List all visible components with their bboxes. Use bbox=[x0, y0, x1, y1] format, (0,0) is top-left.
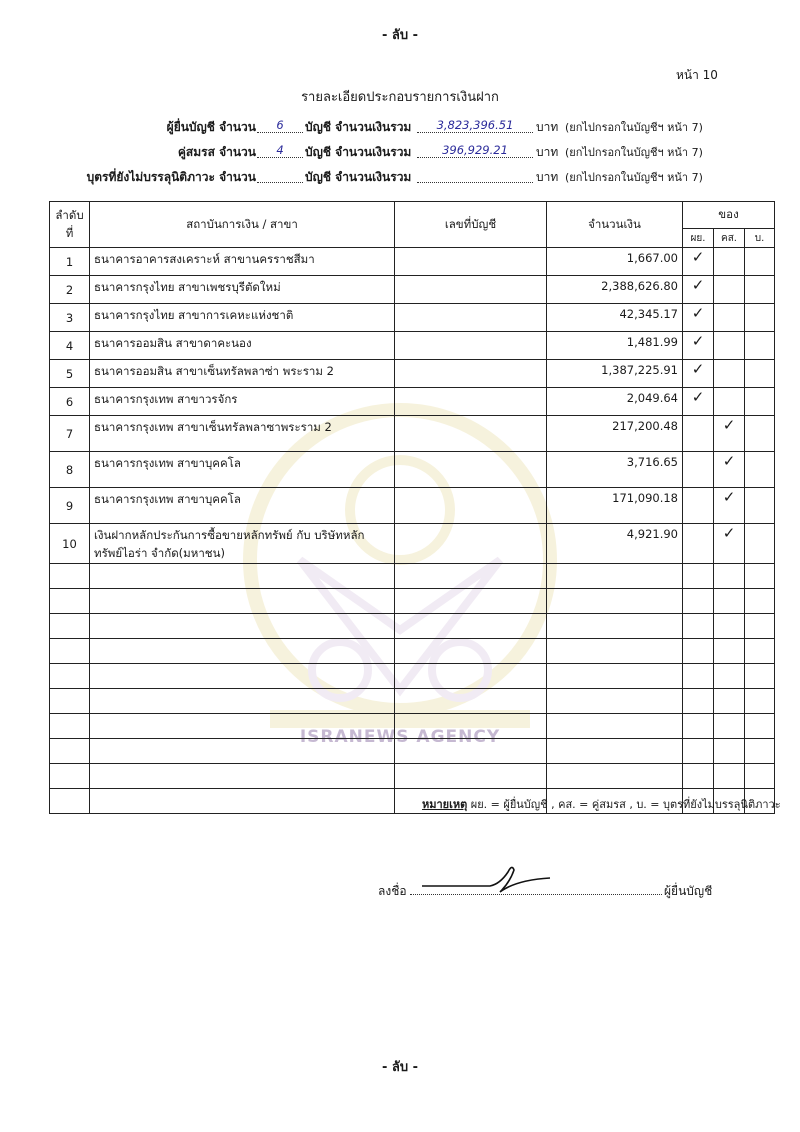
empty-cell bbox=[714, 664, 745, 689]
empty-cell bbox=[745, 739, 775, 764]
empty-cell bbox=[50, 789, 90, 814]
empty-cell bbox=[395, 589, 547, 614]
row-account bbox=[395, 276, 547, 304]
row-owner-child bbox=[745, 388, 775, 416]
empty-cell bbox=[714, 589, 745, 614]
empty-cell bbox=[714, 639, 745, 664]
row-owner-child bbox=[745, 452, 775, 488]
header-owner-filer: ผย. bbox=[683, 229, 714, 248]
row-institution: ธนาคารออมสิน สาขาเซ็นทรัลพลาซ่า พระราม 2 bbox=[90, 360, 395, 388]
empty-cell bbox=[745, 714, 775, 739]
empty-cell bbox=[90, 639, 395, 664]
empty-cell bbox=[714, 739, 745, 764]
table-row bbox=[50, 388, 775, 416]
empty-cell bbox=[547, 639, 683, 664]
empty-cell bbox=[395, 739, 547, 764]
row-owner-spouse bbox=[714, 276, 745, 304]
empty-cell bbox=[683, 689, 714, 714]
row-amount: 1,667.00 bbox=[547, 248, 683, 276]
row-seq: 10 bbox=[50, 524, 90, 564]
row-amount: 42,345.17 bbox=[547, 304, 683, 332]
empty-cell bbox=[745, 589, 775, 614]
empty-cell bbox=[745, 639, 775, 664]
summary-label: คู่สมรส จำนวน bbox=[177, 145, 256, 159]
row-account bbox=[395, 332, 547, 360]
summary-count: 6 bbox=[257, 118, 303, 133]
row-account bbox=[395, 488, 547, 524]
legend-text: ผย. = ผู้ยื่นบัญชี , คส. = คู่สมรส , บ. = บุตรที่ยังไม่บรรลุนิติภาวะ bbox=[470, 798, 781, 811]
table-row-empty bbox=[50, 764, 775, 789]
row-seq: 2 bbox=[50, 276, 90, 304]
row-seq: 7 bbox=[50, 416, 90, 452]
table-row bbox=[50, 360, 775, 388]
empty-cell bbox=[50, 639, 90, 664]
summary-currency: บาท bbox=[536, 120, 559, 134]
row-seq: 4 bbox=[50, 332, 90, 360]
empty-cell bbox=[547, 714, 683, 739]
summary-unit-label: บัญชี จำนวนเงินรวม bbox=[305, 170, 412, 184]
row-owner-child bbox=[745, 304, 775, 332]
row-owner-spouse bbox=[714, 304, 745, 332]
classification-top: - ลับ - bbox=[381, 28, 419, 43]
legend-note bbox=[422, 795, 781, 813]
summary-unit-label: บัญชี จำนวนเงินรวม bbox=[305, 145, 412, 159]
legend-label: หมายเหตุ bbox=[422, 798, 468, 811]
summary-note: (ยกไปกรอกในบัญชีฯ หน้า 7) bbox=[565, 146, 703, 159]
empty-cell bbox=[395, 764, 547, 789]
row-account bbox=[395, 416, 547, 452]
summary-filer bbox=[0, 118, 800, 138]
header-seq: ลำดับ ที่ bbox=[50, 202, 90, 248]
header-owner-spouse: คส. bbox=[714, 229, 745, 248]
empty-cell bbox=[90, 564, 395, 589]
summary-label: ผู้ยื่นบัญชี จำนวน bbox=[166, 120, 256, 134]
row-amount: 4,921.90 bbox=[547, 524, 683, 564]
table-body bbox=[50, 248, 775, 814]
empty-cell bbox=[547, 764, 683, 789]
row-owner-spouse bbox=[714, 248, 745, 276]
row-account bbox=[395, 388, 547, 416]
table-row-empty bbox=[50, 714, 775, 739]
empty-cell bbox=[90, 689, 395, 714]
empty-cell bbox=[90, 614, 395, 639]
empty-cell bbox=[714, 614, 745, 639]
row-owner-child bbox=[745, 524, 775, 564]
empty-cell bbox=[745, 564, 775, 589]
row-amount: 171,090.18 bbox=[547, 488, 683, 524]
check-mark-icon: ✓ bbox=[683, 304, 714, 332]
check-mark-icon: ✓ bbox=[683, 248, 714, 276]
handwritten-signature bbox=[420, 862, 560, 896]
empty-cell bbox=[745, 614, 775, 639]
row-seq: 8 bbox=[50, 452, 90, 488]
summary-spouse bbox=[0, 143, 800, 163]
row-owner-filer bbox=[683, 524, 714, 564]
empty-cell bbox=[683, 589, 714, 614]
document-title: รายละเอียดประกอบรายการเงินฝาก bbox=[301, 90, 499, 105]
summary-count: 4 bbox=[257, 143, 303, 158]
table-row bbox=[50, 248, 775, 276]
empty-cell bbox=[90, 789, 395, 814]
empty-cell bbox=[50, 564, 90, 589]
page-number: หน้า 10 bbox=[676, 68, 718, 82]
empty-cell bbox=[683, 564, 714, 589]
row-institution: ธนาคารกรุงไทย สาขาเพชรบุรีตัดใหม่ bbox=[90, 276, 395, 304]
row-seq: 3 bbox=[50, 304, 90, 332]
row-owner-child bbox=[745, 360, 775, 388]
empty-cell bbox=[90, 589, 395, 614]
empty-cell bbox=[50, 589, 90, 614]
empty-cell bbox=[395, 639, 547, 664]
empty-cell bbox=[547, 739, 683, 764]
row-seq: 9 bbox=[50, 488, 90, 524]
check-mark-icon: ✓ bbox=[714, 452, 745, 488]
empty-cell bbox=[395, 614, 547, 639]
row-institution: ธนาคารอาคารสงเคราะห์ สาขานครราชสีมา bbox=[90, 248, 395, 276]
summary-count bbox=[257, 168, 303, 183]
row-institution: ธนาคารกรุงเทพ สาขาเซ็นทรัลพลาซาพระราม 2 bbox=[90, 416, 395, 452]
empty-cell bbox=[714, 689, 745, 714]
table-row-empty bbox=[50, 739, 775, 764]
row-institution: เงินฝากหลักประกันการซื้อขายหลักทรัพย์ กับ บริษัทหลักทรัพย์ไอร่า จำกัด(มหาชน) bbox=[90, 524, 395, 564]
table-row-empty bbox=[50, 664, 775, 689]
empty-cell bbox=[395, 664, 547, 689]
signature-label: ลงชื่อ bbox=[378, 884, 407, 898]
row-owner-spouse bbox=[714, 360, 745, 388]
summary-total: 3,823,396.51 bbox=[417, 118, 533, 133]
row-institution: ธนาคารกรุงเทพ สาขาบุคคโล bbox=[90, 452, 395, 488]
empty-cell bbox=[683, 614, 714, 639]
row-seq: 1 bbox=[50, 248, 90, 276]
table-row bbox=[50, 488, 775, 524]
summary-total: 396,929.21 bbox=[417, 143, 533, 158]
summary-note: (ยกไปกรอกในบัญชีฯ หน้า 7) bbox=[565, 171, 703, 184]
empty-cell bbox=[90, 664, 395, 689]
row-amount: 217,200.48 bbox=[547, 416, 683, 452]
header-account: เลขที่บัญชี bbox=[395, 202, 547, 248]
empty-cell bbox=[50, 614, 90, 639]
row-seq: 6 bbox=[50, 388, 90, 416]
row-amount: 3,716.65 bbox=[547, 452, 683, 488]
check-mark-icon: ✓ bbox=[714, 416, 745, 452]
row-institution: ธนาคารกรุงไทย สาขาการเคหะแห่งชาติ bbox=[90, 304, 395, 332]
row-institution: ธนาคารกรุงเทพ สาขาบุคคโล bbox=[90, 488, 395, 524]
summary-note: (ยกไปกรอกในบัญชีฯ หน้า 7) bbox=[565, 121, 703, 134]
row-owner-child bbox=[745, 248, 775, 276]
empty-cell bbox=[50, 764, 90, 789]
table-row-empty bbox=[50, 589, 775, 614]
row-owner-child bbox=[745, 416, 775, 452]
empty-cell bbox=[547, 689, 683, 714]
empty-cell bbox=[547, 564, 683, 589]
row-amount: 2,388,626.80 bbox=[547, 276, 683, 304]
empty-cell bbox=[90, 739, 395, 764]
row-owner-child bbox=[745, 276, 775, 304]
empty-cell bbox=[395, 564, 547, 589]
empty-cell bbox=[745, 689, 775, 714]
empty-cell bbox=[547, 614, 683, 639]
empty-cell bbox=[395, 689, 547, 714]
table-row bbox=[50, 524, 775, 564]
summary-child bbox=[0, 168, 800, 188]
empty-cell bbox=[547, 664, 683, 689]
header-institution: สถาบันการเงิน / สาขา bbox=[90, 202, 395, 248]
header-owner-child: บ. bbox=[745, 229, 775, 248]
table-row-empty bbox=[50, 614, 775, 639]
header-amount: จำนวนเงิน bbox=[547, 202, 683, 248]
check-mark-icon: ✓ bbox=[714, 488, 745, 524]
row-amount: 1,481.99 bbox=[547, 332, 683, 360]
check-mark-icon: ✓ bbox=[683, 332, 714, 360]
table-row-empty bbox=[50, 564, 775, 589]
row-owner-spouse bbox=[714, 388, 745, 416]
classification-bottom: - ลับ - bbox=[381, 1060, 419, 1075]
summary-currency: บาท bbox=[536, 170, 559, 184]
empty-cell bbox=[714, 564, 745, 589]
row-amount: 1,387,225.91 bbox=[547, 360, 683, 388]
row-account bbox=[395, 524, 547, 564]
empty-cell bbox=[745, 764, 775, 789]
row-institution: ธนาคารกรุงเทพ สาขาวรจักร bbox=[90, 388, 395, 416]
empty-cell bbox=[547, 589, 683, 614]
empty-cell bbox=[50, 664, 90, 689]
check-mark-icon: ✓ bbox=[683, 360, 714, 388]
table-row bbox=[50, 332, 775, 360]
empty-cell bbox=[683, 664, 714, 689]
row-owner-child bbox=[745, 488, 775, 524]
row-owner-filer bbox=[683, 488, 714, 524]
empty-cell bbox=[745, 664, 775, 689]
row-amount: 2,049.64 bbox=[547, 388, 683, 416]
row-account bbox=[395, 248, 547, 276]
signature-role: ผู้ยื่นบัญชี bbox=[664, 884, 713, 898]
table-row bbox=[50, 416, 775, 452]
empty-cell bbox=[50, 739, 90, 764]
empty-cell bbox=[90, 764, 395, 789]
summary-label: บุตรที่ยังไม่บรรลุนิติภาวะ จำนวน bbox=[86, 170, 256, 184]
empty-cell bbox=[714, 764, 745, 789]
row-account bbox=[395, 304, 547, 332]
summary-currency: บาท bbox=[536, 145, 559, 159]
check-mark-icon: ✓ bbox=[714, 524, 745, 564]
row-owner-spouse bbox=[714, 332, 745, 360]
table-row bbox=[50, 276, 775, 304]
header-owner: ของ bbox=[683, 202, 775, 229]
summary-total bbox=[417, 168, 533, 183]
empty-cell bbox=[90, 714, 395, 739]
row-seq: 5 bbox=[50, 360, 90, 388]
empty-cell bbox=[683, 714, 714, 739]
row-account bbox=[395, 452, 547, 488]
table-row-empty bbox=[50, 689, 775, 714]
deposits-table bbox=[49, 201, 775, 814]
empty-cell bbox=[683, 764, 714, 789]
watermark-agency: ISRANEWS AGENCY bbox=[299, 727, 501, 747]
empty-cell bbox=[714, 714, 745, 739]
check-mark-icon: ✓ bbox=[683, 276, 714, 304]
row-owner-filer bbox=[683, 452, 714, 488]
empty-cell bbox=[683, 739, 714, 764]
summary-unit-label: บัญชี จำนวนเงินรวม bbox=[305, 120, 412, 134]
empty-cell bbox=[395, 714, 547, 739]
empty-cell bbox=[683, 639, 714, 664]
row-institution: ธนาคารออมสิน สาขาดาคะนอง bbox=[90, 332, 395, 360]
check-mark-icon: ✓ bbox=[683, 388, 714, 416]
table-row-empty bbox=[50, 639, 775, 664]
row-owner-filer bbox=[683, 416, 714, 452]
row-account bbox=[395, 360, 547, 388]
empty-cell bbox=[50, 689, 90, 714]
table-row bbox=[50, 304, 775, 332]
table-row bbox=[50, 452, 775, 488]
row-owner-child bbox=[745, 332, 775, 360]
empty-cell bbox=[50, 714, 90, 739]
